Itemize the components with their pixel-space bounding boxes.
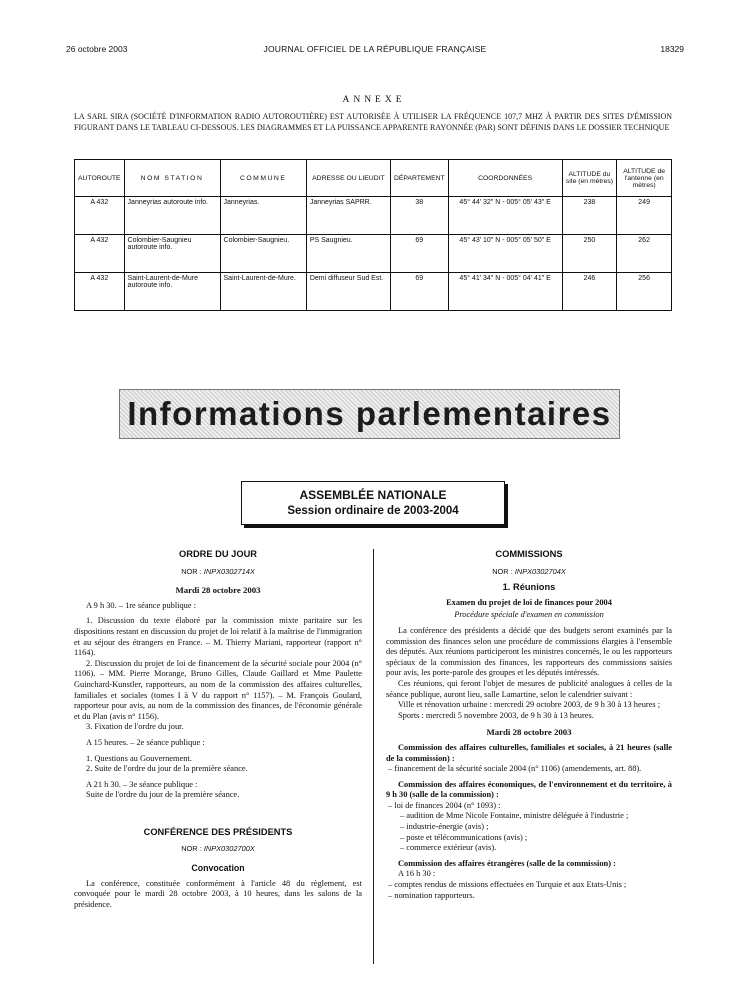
- cell-commune: Colombier-Saugnieu.: [220, 235, 306, 273]
- convocation-title: Convocation: [191, 863, 245, 874]
- cell-altitude-site: 246: [562, 273, 617, 311]
- examen-title: Examen du projet de loi de finances pour 2004: [446, 597, 612, 607]
- date-title: Mardi 28 octobre 2003: [486, 727, 572, 738]
- cell-coordonnees: 45° 41′ 34″ N - 005° 04′ 41″ E: [448, 273, 562, 311]
- column-header: NOM STATION: [124, 160, 220, 197]
- table-row: [75, 235, 672, 273]
- ordre-du-jour-title: ORDRE DU JOUR: [179, 549, 257, 559]
- paragraph: Ces réunions, qui feront l'objet de mesures de publicité analogues à celles de la séance publique, auront lieu, salle Lamartine, selon le calendrier suivant :: [386, 678, 672, 699]
- cell-adresse: Demi diffuseur Sud Est.: [306, 273, 390, 311]
- convocation-text: La conférence, constituée conformément à l'article 48 du règlement, est convoquée pour le mardi 28 octobre 2003, à 10 heures, dans les salons de la présidence.: [74, 878, 362, 909]
- nor-reference: [74, 567, 362, 578]
- nor-code: INPX0302704X: [514, 566, 566, 576]
- cell-station: Colombier-Saugnieu autoroute info.: [124, 235, 220, 273]
- section-banner: [119, 389, 620, 439]
- nor-label: NOR :: [181, 566, 202, 576]
- cell-autoroute: A 432: [75, 235, 125, 273]
- paragraph: La conférence des présidents a décidé que des budgets seront examinés par la commission des finances selon une procédure de commissions élargies à l'ensemble des députés. Aux réunions participeront les ministres concernés, le ou les rapporteurs spéciaux de la commission des finances, les rapporteurs des commissions saisies pour avis, les porte-parole des groupes et les députés intéressés.: [386, 625, 672, 678]
- column-header: COMMUNE: [220, 160, 306, 197]
- agenda-item: 2. Suite de l'ordre du jour de la première séance.: [86, 764, 248, 774]
- seance-heading: A 15 heures. – 2e séance publique :: [86, 737, 205, 747]
- date-title: Mardi 28 octobre 2003: [175, 585, 261, 596]
- commission-item: – financement de la sécurité sociale 2004 (n° 1106) (amendements, art. 88).: [388, 764, 642, 774]
- agenda-item: 1. Questions au Gouvernement.: [86, 753, 192, 763]
- commission-subitem: – industrie-énergie (avis) ;: [400, 822, 489, 832]
- reunions-title: 1. Réunions: [502, 582, 556, 593]
- agenda-item: 2. Discussion du projet de loi de financement de la sécurité sociale pour 2004 (n° 1106). – MM. Pierre Morange, Bruno Gilles, Claude Gaillard et Mme Paulette Guinchard-Kunstler, rapporteurs, au nom de la commission des affaires culturelles, familiales et sociales (tomes I à V du rapport n° 1157). – M. François Goulard, rapporteur pour avis, au nom de la commission des finances, de l'économie générale et du Plan (avis n° 1156).: [74, 658, 362, 721]
- cell-station: Janneyrias autoroute info.: [124, 197, 220, 235]
- nor-reference: [74, 844, 362, 855]
- seance-heading: A 21 h 30. – 3e séance publique :: [86, 779, 198, 789]
- seance-heading: A 9 h 30. – 1re séance publique :: [86, 600, 197, 610]
- assemblee-title: ASSEMBLÉE NATIONALE: [299, 488, 447, 502]
- agenda-item: 3. Fixation de l'ordre du jour.: [86, 722, 184, 732]
- column-header: DÉPARTEMENT: [390, 160, 448, 197]
- column-divider: [373, 549, 374, 964]
- table-row: [75, 197, 672, 235]
- table-row: [75, 273, 672, 311]
- cell-commune: Janneyrias.: [220, 197, 306, 235]
- cell-commune: Saint-Laurent-de-Mure.: [220, 273, 306, 311]
- cell-altitude-antenne: 256: [617, 273, 672, 311]
- commission-time: A 16 h 30 :: [398, 869, 436, 879]
- cell-departement: 38: [390, 197, 448, 235]
- running-header: [66, 44, 684, 58]
- cell-altitude-antenne: 262: [617, 235, 672, 273]
- cell-coordonnees: 45° 43′ 10″ N - 005° 05′ 50″ E: [448, 235, 562, 273]
- nor-label: NOR :: [492, 566, 513, 576]
- right-column: [386, 549, 672, 901]
- header-date: 26 octobre 2003: [66, 44, 128, 54]
- procedure-title: Procédure spéciale d'examen en commission: [454, 610, 604, 620]
- commission-subitem: – audition de Mme Nicole Fontaine, ministre déléguée à l'industrie ;: [400, 811, 629, 821]
- commission-item: – comptes rendus de missions effectuées en Turquie et aux Etats-Unis ;: [388, 880, 627, 890]
- session-title: Session ordinaire de 2003-2004: [287, 505, 459, 517]
- page-number: 18329: [660, 44, 684, 54]
- column-header: ALTITUDE du site (en mètres): [562, 160, 617, 197]
- commission-subitem: – commerce extérieur (avis).: [400, 843, 497, 853]
- column-header: AUTOROUTE: [75, 160, 125, 197]
- cell-station: Saint-Laurent-de-Mure autoroute info.: [124, 273, 220, 311]
- commission-subitem: – poste et télécommunications (avis) ;: [400, 832, 528, 842]
- journal-title: JOURNAL OFFICIEL DE LA RÉPUBLIQUE FRANÇAISE: [263, 44, 487, 54]
- commissions-title: COMMISSIONS: [495, 549, 563, 559]
- cell-altitude-antenne: 249: [617, 197, 672, 235]
- cell-departement: 69: [390, 235, 448, 273]
- left-column: [74, 549, 362, 910]
- conference-title: CONFÉRENCE DES PRÉSIDENTS: [143, 826, 293, 837]
- commission-item: – loi de finances 2004 (n° 1093) :: [388, 800, 501, 810]
- nor-code: INPX0302700X: [203, 844, 255, 854]
- column-header: ALTITUDE de l'antenne (en mètres): [617, 160, 672, 197]
- annexe-title: ANNEXE: [342, 95, 406, 105]
- column-header: ADRESSE OU LIEUDIT: [306, 160, 390, 197]
- cell-altitude-site: 250: [562, 235, 617, 273]
- assemblee-box: [241, 481, 505, 525]
- cell-departement: 69: [390, 273, 448, 311]
- banner-title: Informations parlementaires: [127, 395, 612, 432]
- commission-heading: Commission des affaires culturelles, familiales et sociales, à 21 heures (salle de la commission) :: [386, 742, 672, 763]
- cell-altitude-site: 238: [562, 197, 617, 235]
- commission-item: – nomination rapporteurs.: [388, 890, 475, 900]
- cell-coordonnees: 45° 44′ 32″ N - 005° 05′ 43″ E: [448, 197, 562, 235]
- commission-heading: Commission des affaires étrangères (salle de la commission) :: [398, 858, 616, 868]
- cell-autoroute: A 432: [75, 273, 125, 311]
- nor-code: INPX0302714X: [203, 566, 255, 576]
- commission-heading: Commission des affaires économiques, de l'environnement et du territoire, à 9 h 30 (salle de la commission) :: [386, 779, 672, 800]
- cell-adresse: PS Saugnieu.: [306, 235, 390, 273]
- calendar-entry: Ville et rénovation urbaine : mercredi 29 octobre 2003, de 9 h 30 à 13 heures ;: [398, 700, 661, 710]
- table-header-row: [75, 160, 672, 197]
- calendar-entry: Sports : mercredi 5 novembre 2003, de 9 h 30 à 13 heures.: [398, 710, 594, 720]
- stations-table: [74, 159, 672, 311]
- agenda-item: Suite de l'ordre du jour de la première séance.: [86, 790, 240, 800]
- cell-adresse: Janneyrias SAPRR.: [306, 197, 390, 235]
- nor-reference: [386, 567, 672, 578]
- annexe-text: LA SARL SIRA (SOCIÉTÉ D'INFORMATION RADIO AUTOROUTIÈRE) EST AUTORISÉE À UTILISER LA FRÉQUENCE 107,7 MHZ À PARTIR DES SITES D'ÉMISSION FIGURANT DANS LE TABLEAU CI-DESSOUS. LES DIAGRAMMES ET LA PUISSANCE APPARENTE RAYONNÉE (PAR) SONT DÉFINIS DANS LE DOSSIER TECHNIQUE: [74, 112, 672, 132]
- nor-label: NOR :: [181, 844, 202, 854]
- column-header: COORDONNÉES: [448, 160, 562, 197]
- agenda-item: 1. Discussion du texte élaboré par la commission mixte paritaire sur les dispositions restant en discussion du projet de loi relatif à la maîtrise de l'immigration et au séjour des étrangers en France. – M. Thierry Mariani, rapporteur (rapport n° 1164).: [74, 616, 362, 658]
- cell-autoroute: A 432: [75, 197, 125, 235]
